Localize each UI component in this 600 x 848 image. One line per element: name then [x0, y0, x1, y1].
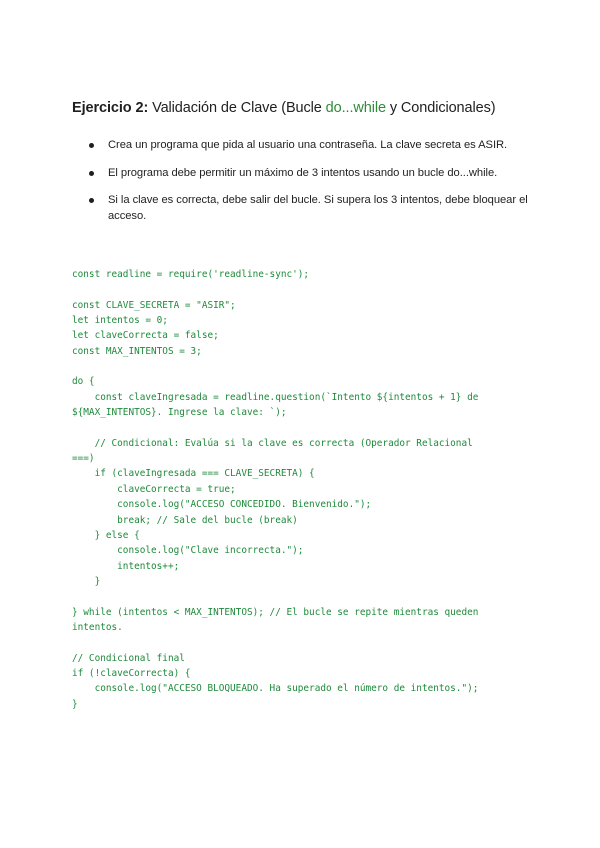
code-line: } else { — [72, 529, 140, 541]
code-line: console.log("Clave incorrecta."); — [72, 545, 304, 557]
code-line: ${MAX_INTENTOS}. Ingrese la clave: `); — [72, 407, 287, 419]
code-block — [72, 267, 542, 712]
code-line: if (claveIngresada === CLAVE_SECRETA) { — [72, 468, 315, 480]
code-line: do { — [72, 376, 95, 388]
code-line: } — [72, 575, 101, 587]
code-line: intentos++; — [72, 560, 180, 572]
code-line — [72, 359, 542, 374]
bullet-dot-icon — [89, 171, 94, 176]
code-line: // Condicional: Evalúa si la clave es correcta (Operador Relacional — [72, 437, 473, 449]
list-item — [72, 138, 532, 154]
code-line: break; // Sale del bucle (break) — [72, 514, 298, 526]
code-line: console.log("ACCESO CONCEDIDO. Bienvenido."); — [72, 499, 372, 511]
code-line: intentos. — [72, 621, 123, 633]
code-line: console.log("ACCESO BLOQUEADO. Ha superado el número de intentos."); — [72, 683, 479, 695]
bullet-dot-icon — [89, 198, 94, 203]
code-line: let claveCorrecta = false; — [72, 330, 219, 342]
heading-text-1: Validación de Clave (Bucle — [148, 100, 326, 116]
list-item — [72, 193, 532, 224]
code-line: } — [72, 698, 78, 710]
code-line — [72, 635, 542, 650]
list-item-text: Si la clave es correcta, debe salir del bucle. Si supera los 3 intentos, debe bloquear el acceso. — [108, 194, 528, 222]
list-item — [72, 166, 532, 182]
heading-number: Ejercicio 2: — [72, 100, 149, 116]
bullet-dot-icon — [89, 143, 94, 148]
heading-text-2: y Condicionales) — [385, 100, 496, 116]
code-line: const MAX_INTENTOS = 3; — [72, 345, 202, 357]
exercise-heading — [72, 98, 495, 118]
code-line: const readline = require('readline-sync'); — [72, 269, 310, 280]
requirements-list — [72, 138, 532, 236]
code-line: claveCorrecta = true; — [72, 483, 236, 495]
code-line: let intentos = 0; — [72, 315, 168, 327]
code-line — [72, 282, 542, 297]
code-line: if (!claveCorrecta) { — [72, 667, 191, 679]
list-item-text: El programa debe permitir un máximo de 3 intentos usando un bucle do...while. — [108, 166, 498, 179]
code-line: // Condicional final — [72, 652, 185, 664]
code-line — [72, 589, 542, 604]
code-line: ===) — [72, 453, 95, 465]
code-line — [72, 420, 542, 435]
code-line: const claveIngresada = readline.question(`Intento ${intentos + 1} de — [72, 391, 479, 403]
list-item-text: Crea un programa que pida al usuario una contraseña. La clave secreta es ASIR. — [108, 139, 508, 151]
code-line: const CLAVE_SECRETA = "ASIR"; — [72, 299, 236, 311]
heading-loop-keyword: do...while — [325, 100, 386, 116]
code-line: } while (intentos < MAX_INTENTOS); // El bucle se repite mientras queden — [72, 606, 479, 618]
